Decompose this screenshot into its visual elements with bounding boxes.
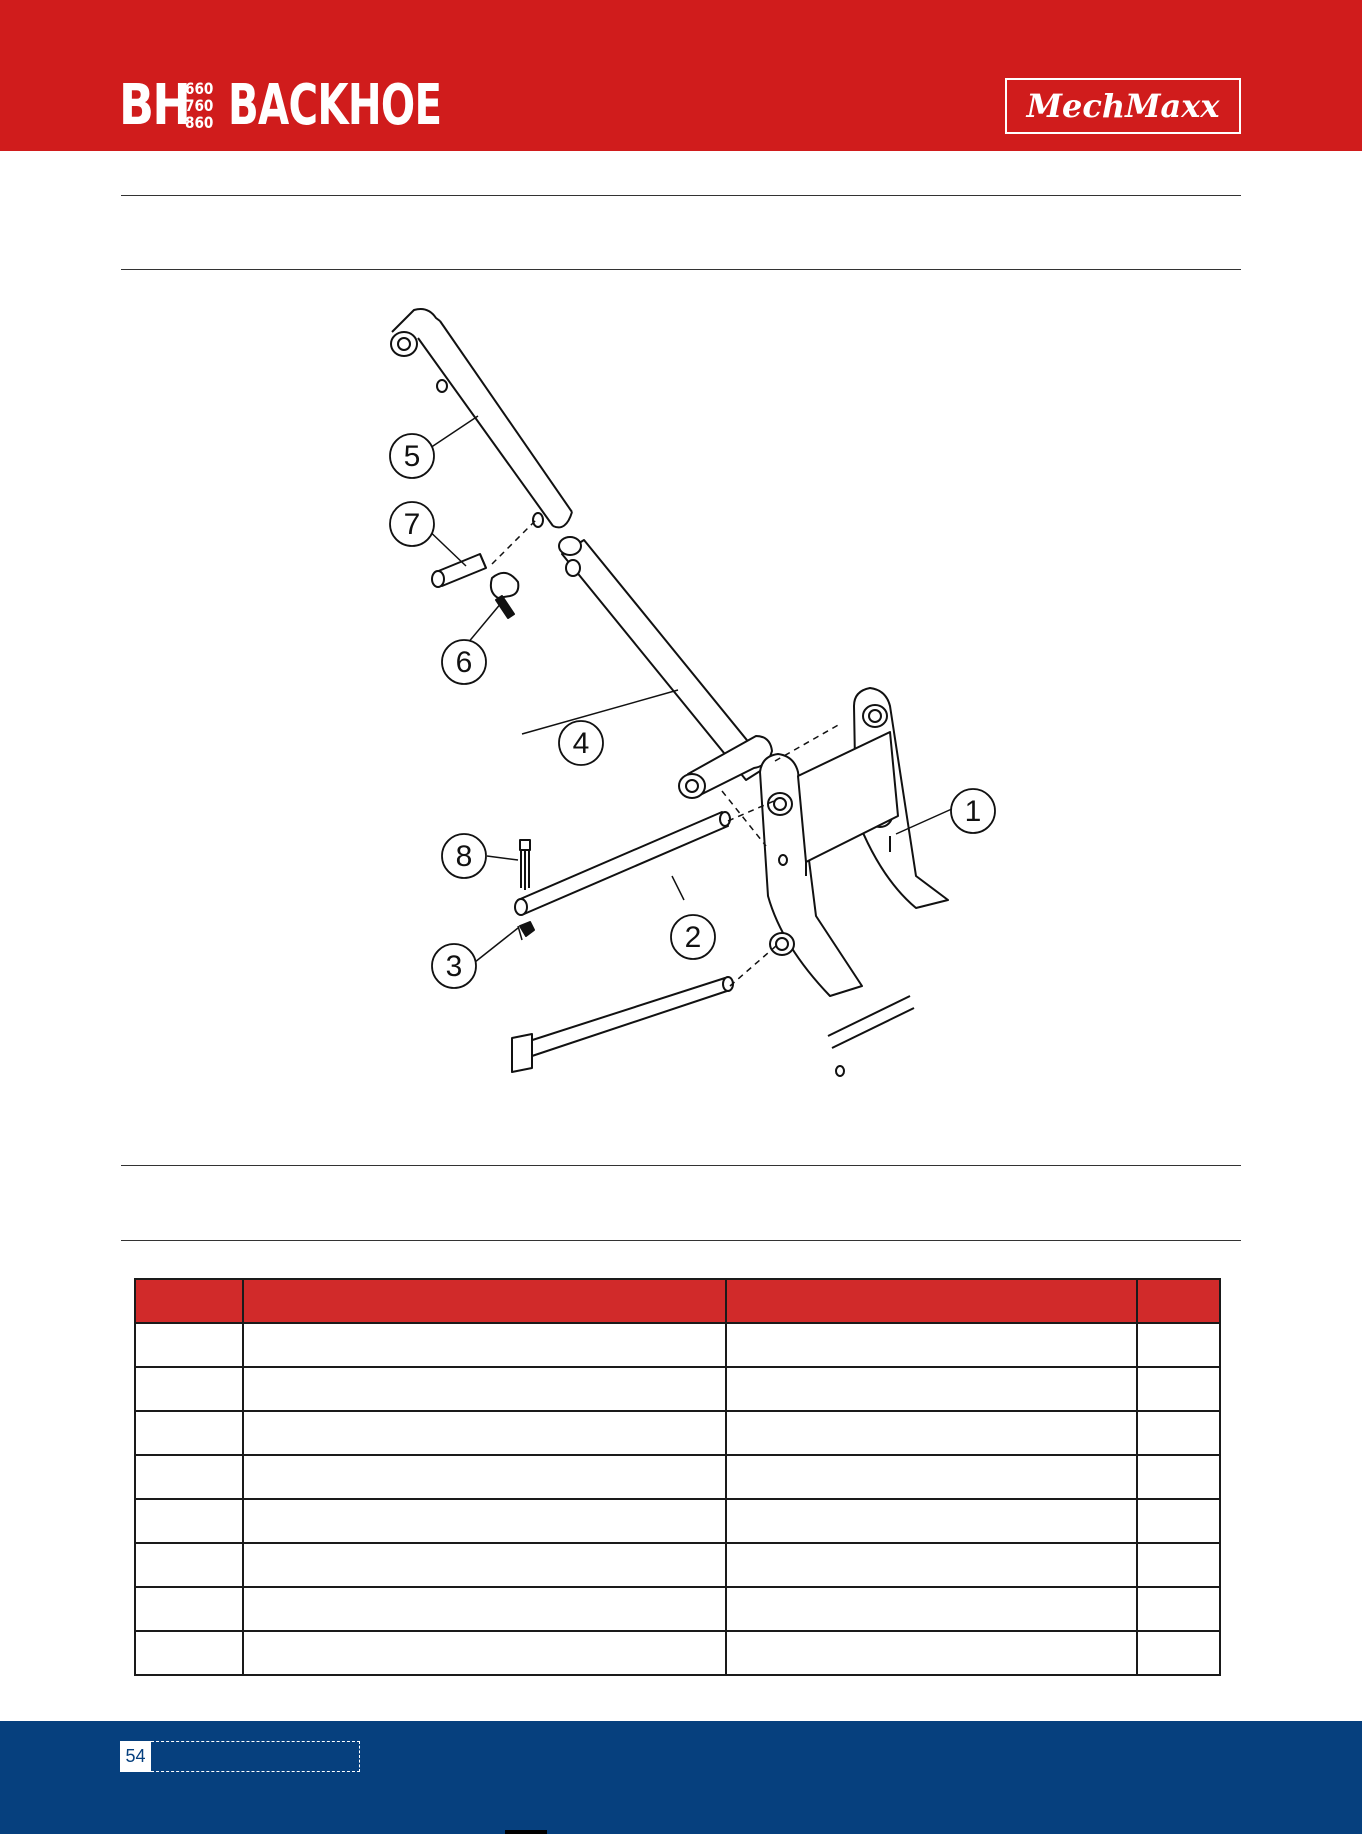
callout-6 [442,640,486,684]
part-5-upper-arm [391,309,572,527]
cell-qty [1137,1587,1220,1631]
page-number: 54 [120,1741,151,1772]
cell-part-number [726,1499,1137,1543]
page-footer [0,1721,1362,1834]
table-row [135,1631,1220,1675]
brand-models [185,80,213,131]
cell-part-number [726,1587,1137,1631]
part-2-shaft [515,812,730,915]
callout-8 [442,834,486,878]
brand-prefix: BH [119,72,190,138]
part-8-bolt [520,840,530,890]
cell-part-number [726,1631,1137,1675]
svg-text:1: 1 [964,795,982,828]
callout-3 [432,944,476,988]
model-760: 760 [185,95,214,115]
table-row [135,1411,1220,1455]
svg-text:4: 4 [572,727,590,760]
cell-description [243,1631,726,1675]
cell-qty [1137,1543,1220,1587]
mechmaxx-logo [1005,78,1241,134]
cell-description [243,1543,726,1587]
header-part-number [726,1279,1137,1323]
table-row [135,1323,1220,1367]
svg-text:3: 3 [445,950,463,983]
cell-description [243,1367,726,1411]
section-rule-top [121,195,1241,196]
cell-description [243,1411,726,1455]
footer-notch [505,1830,547,1834]
cell-description [243,1323,726,1367]
page-tab [151,1741,360,1772]
svg-text:5: 5 [403,440,421,473]
table-row [135,1367,1220,1411]
table-row [135,1587,1220,1631]
cell-qty [1137,1411,1220,1455]
cell-description [243,1455,726,1499]
cell-part-number [726,1543,1137,1587]
cell-qty [1137,1323,1220,1367]
brand-title [119,72,525,138]
cell-no [135,1367,243,1411]
cell-part-number [726,1367,1137,1411]
cell-no [135,1631,243,1675]
model-660: 660 [185,78,214,98]
parts-table [134,1278,1221,1676]
header-no [135,1279,243,1323]
callout-2 [671,915,715,959]
table-header-row [135,1279,1220,1323]
table-row [135,1455,1220,1499]
cell-no [135,1411,243,1455]
model-860: 860 [185,112,214,132]
table-row [135,1499,1220,1543]
cell-part-number [726,1455,1137,1499]
callout-1 [951,789,995,833]
table-row [135,1543,1220,1587]
cell-no [135,1587,243,1631]
cell-part-number [726,1323,1137,1367]
lower-pin-assembly [512,977,733,1072]
brand-word: BACKHOE [228,72,442,138]
logo-text: MechMaxx [1026,87,1220,125]
cell-qty [1137,1631,1220,1675]
cell-no [135,1323,243,1367]
section-rule-bottom [121,269,1241,270]
cell-description [243,1587,726,1631]
cell-part-number [726,1411,1137,1455]
svg-text:8: 8 [455,840,473,873]
header-qty [1137,1279,1220,1323]
header-description [243,1279,726,1323]
svg-text:2: 2 [684,921,702,954]
exploded-parts-diagram [370,296,1010,1126]
cell-no [135,1499,243,1543]
parts-rule-top [121,1165,1241,1166]
cell-qty [1137,1455,1220,1499]
parts-rule-bottom [121,1240,1241,1241]
cell-no [135,1455,243,1499]
cell-no [135,1543,243,1587]
cell-qty [1137,1367,1220,1411]
callout-7 [390,502,434,546]
callout-5 [390,434,434,478]
part-3-nut [520,922,534,936]
svg-text:6: 6 [455,646,473,679]
callout-4 [559,721,603,765]
svg-text:7: 7 [403,508,421,541]
cell-qty [1137,1499,1220,1543]
cell-description [243,1499,726,1543]
part-1-bucket-frame [760,688,948,1076]
